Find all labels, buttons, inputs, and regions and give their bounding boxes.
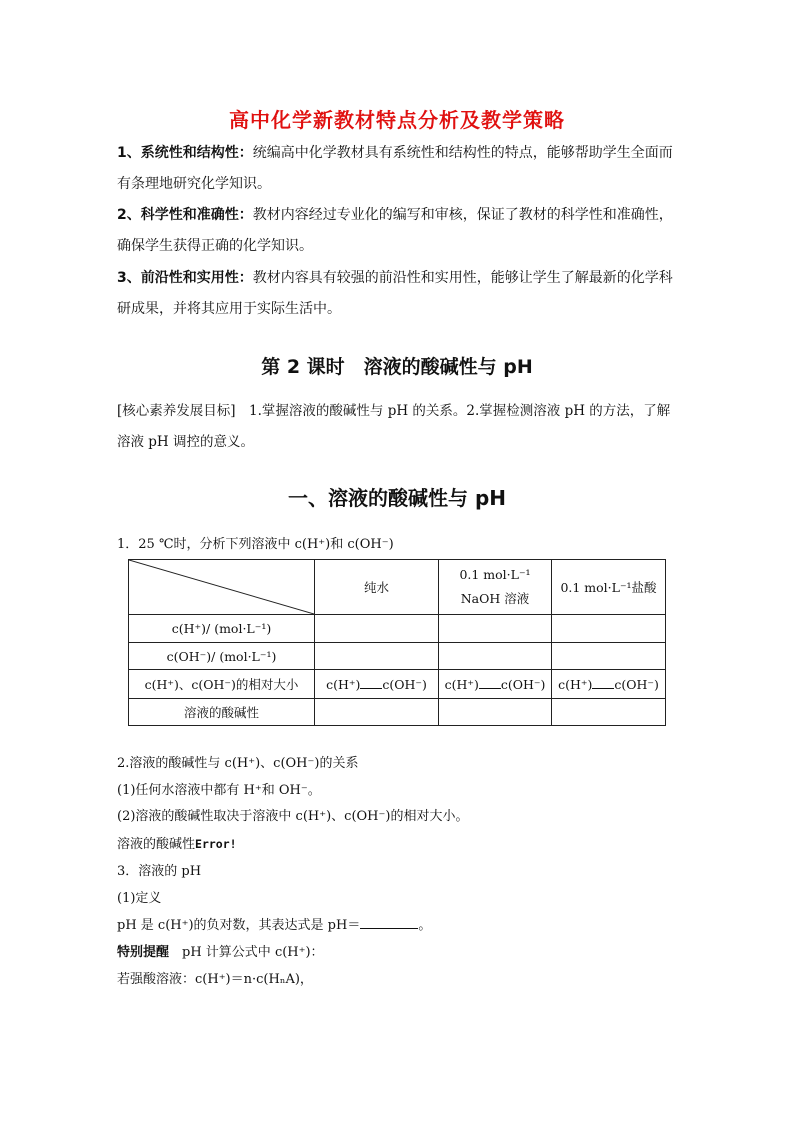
- fill-blank-ph[interactable]: [360, 916, 418, 929]
- cell-empty: [439, 615, 552, 643]
- point-3-2-suffix: 。: [418, 918, 432, 933]
- compare-cell: [439, 670, 552, 699]
- cell-empty: [552, 615, 666, 643]
- point-3-1: (1)定义: [117, 891, 162, 906]
- cell-empty: [315, 643, 439, 670]
- feature-1: [117, 138, 679, 200]
- cell-empty: [315, 615, 439, 643]
- diagonal-line: [129, 560, 314, 614]
- tip-line: [117, 941, 687, 960]
- cell-empty: [315, 699, 439, 726]
- cell-empty: [439, 699, 552, 726]
- feature-1-head: 1、系统性和结构性：: [117, 145, 253, 161]
- point-2-2: (2)溶液的酸碱性取决于溶液中 c(H⁺)、c(OH⁻)的相对大小。: [117, 809, 469, 824]
- core-goals: [117, 396, 679, 458]
- section-title: 一、溶液的酸碱性与 pH: [287, 486, 507, 510]
- point-2-1: (1)任何水溶液中都有 H⁺和 OH⁻。: [117, 783, 321, 798]
- point-3-2: [117, 914, 687, 933]
- table-diagonal-cell: [129, 560, 315, 615]
- tip-label: 特别提醒: [117, 945, 170, 960]
- fill-blank[interactable]: [592, 676, 614, 689]
- feature-3-text: 教材内容具有较强的前沿性和实用性，能够让学生了解最新的化学科研成果，并将其应用于实际生活中。: [117, 270, 673, 317]
- compare-cell: [552, 670, 666, 699]
- compare-left: c(H⁺): [444, 677, 479, 692]
- col-header-naoh-name: NaOH 溶液: [460, 591, 530, 606]
- compare-cell: [315, 670, 439, 699]
- core-goals-text: 1.掌握溶液的酸碱性与 pH 的关系。2.掌握检测溶液 pH 的方法，了解溶液 pH 调控的意义。: [117, 403, 671, 450]
- col-header-hcl: 0.1 mol·L⁻¹盐酸: [552, 560, 666, 615]
- tip-formula: 若强酸溶液：c(H⁺)＝n·c(HₙA)，: [117, 972, 313, 987]
- compare-left: c(H⁺): [326, 677, 361, 692]
- fill-blank[interactable]: [479, 676, 501, 689]
- feature-2-head: 2、科学性和准确性：: [117, 207, 253, 223]
- compare-right: c(OH⁻): [500, 677, 546, 692]
- page-title: 高中化学新教材特点分析及教学策略: [229, 108, 565, 132]
- lesson-title: 第 2 课时 溶液的酸碱性与 pH: [261, 356, 533, 378]
- cell-empty: [552, 699, 666, 726]
- point-2: 2.溶液的酸碱性与 c(H⁺)、c(OH⁻)的关系: [117, 756, 359, 771]
- feature-3-head: 3、前沿性和实用性：: [117, 270, 253, 286]
- row-label-h-conc: c(H⁺)/ (mol·L⁻¹): [129, 615, 315, 643]
- ph-table: [128, 559, 666, 726]
- compare-right: c(OH⁻): [382, 677, 427, 692]
- row-label-oh-conc: c(OH⁻)/ (mol·L⁻¹): [129, 643, 315, 670]
- cell-empty: [552, 643, 666, 670]
- error-text: Error!: [195, 837, 237, 851]
- col-header-pure-water: 纯水: [315, 560, 439, 615]
- point-3: 3．溶液的 pH: [117, 864, 202, 879]
- col-header-naoh: [439, 560, 552, 615]
- feature-3: [117, 263, 679, 325]
- row-label-compare: c(H⁺)、c(OH⁻)的相对大小: [129, 670, 315, 699]
- tip-text: pH 计算公式中 c(H⁺)：: [169, 945, 324, 960]
- point-2-3: [117, 833, 687, 852]
- point-2-3-prefix: 溶液的酸碱性: [117, 837, 196, 852]
- cell-empty: [439, 643, 552, 670]
- row-label-acidity: 溶液的酸碱性: [129, 699, 315, 726]
- feature-2-text: 教材内容经过专业化的编写和审核，保证了教材的科学性和准确性，确保学生获得正确的化学知识。: [117, 207, 673, 254]
- compare-right: c(OH⁻): [614, 677, 659, 692]
- compare-left: c(H⁺): [558, 677, 593, 692]
- point-3-2-prefix: pH 是 c(H⁺)的负对数，其表达式是 pH＝: [117, 918, 361, 933]
- question-1: 1．25 ℃时，分析下列溶液中 c(H⁺)和 c(OH⁻): [117, 537, 394, 552]
- core-goals-label: [核心素养发展目标]: [117, 403, 236, 419]
- feature-2: [117, 200, 679, 262]
- feature-1-text: 统编高中化学教材具有系统性和结构性的特点，能够帮助学生全面而有条理地研究化学知识。: [117, 145, 673, 192]
- col-header-naoh-conc: 0.1 mol·L⁻¹: [459, 567, 531, 582]
- fill-blank[interactable]: [360, 676, 382, 689]
